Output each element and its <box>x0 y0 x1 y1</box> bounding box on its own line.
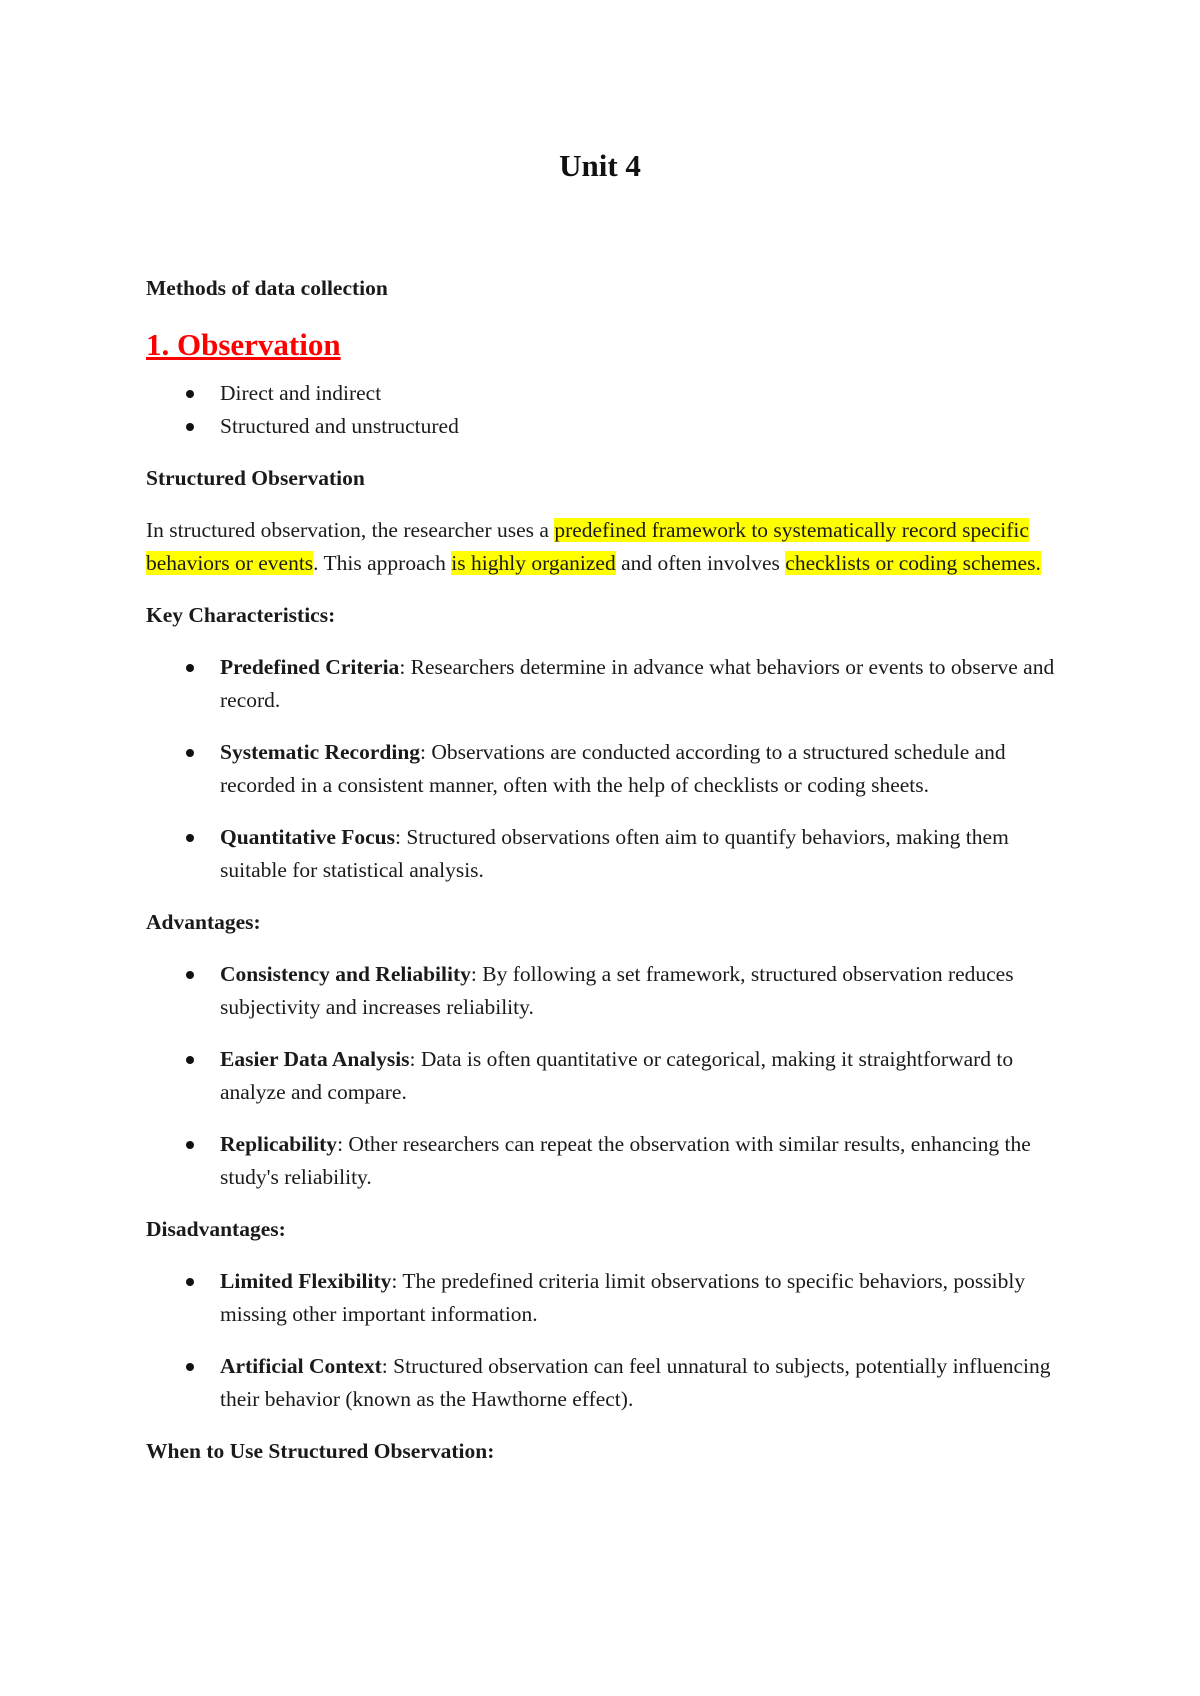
list-item <box>146 1043 1066 1109</box>
document-body <box>146 272 1066 1468</box>
definition: : Other researchers can repeat the observation with similar results, enhancing the study's reliability. <box>220 1132 1031 1189</box>
advantages-heading: Advantages: <box>146 910 261 934</box>
definition: : Structured observation can feel unnatural to subjects, potentially influencing their behavior (known as the Hawthorne effect). <box>220 1354 1051 1411</box>
paragraph-text: In structured observation, the researcher uses a <box>146 518 555 542</box>
list-item: Structured and unstructured <box>146 410 1066 443</box>
list-item: Direct and indirect <box>146 377 1066 410</box>
term: Easier Data Analysis <box>220 1047 410 1071</box>
list-item <box>146 821 1066 887</box>
list-item <box>146 1128 1066 1194</box>
definition: : Data is often quantitative or categorical, making it straightforward to analyze and compare. <box>220 1047 1014 1104</box>
structured-observation-paragraph <box>146 514 1066 580</box>
list-item <box>146 1350 1066 1416</box>
disadvantages-heading: Disadvantages: <box>146 1217 286 1241</box>
highlighted-text: predefined framework to systematically record specific behaviors or events <box>146 518 1029 575</box>
term: Quantitative Focus <box>220 825 395 849</box>
term: Replicability <box>220 1132 338 1156</box>
list-item <box>146 1265 1066 1331</box>
paragraph-text: and often involves <box>615 551 786 575</box>
when-to-use-heading: When to Use Structured Observation: <box>146 1439 495 1463</box>
key-characteristics-heading: Key Characteristics: <box>146 603 336 627</box>
subtitle: Methods of data collection <box>146 276 388 300</box>
term: Systematic Recording <box>220 740 421 764</box>
key-characteristics-list <box>146 651 1066 887</box>
list-item <box>146 651 1066 717</box>
definition: : Observations are conducted according to a structured schedule and recorded in a consistent manner, often with the help of checklists or coding sheets. <box>220 740 1006 797</box>
observation-types-list <box>146 377 1066 443</box>
definition: : By following a set framework, structured observation reduces subjectivity and increases reliability. <box>220 962 1014 1019</box>
list-item <box>146 736 1066 802</box>
term: Predefined Criteria <box>220 655 400 679</box>
term: Artificial Context <box>220 1354 382 1378</box>
section-heading-observation: 1. Observation <box>146 327 341 362</box>
term: Limited Flexibility <box>220 1269 392 1293</box>
disadvantages-list <box>146 1265 1066 1416</box>
term: Consistency and Reliability <box>220 962 471 986</box>
highlighted-text: checklists or coding schemes. <box>785 551 1041 575</box>
definition: : The predefined criteria limit observations to specific behaviors, possibly missing other important information. <box>220 1269 1026 1326</box>
paragraph-text: . This approach <box>313 551 452 575</box>
highlighted-text: is highly organized <box>451 551 616 575</box>
advantages-list <box>146 958 1066 1194</box>
document-title: Unit 4 <box>559 148 641 183</box>
structured-observation-heading: Structured Observation <box>146 466 365 490</box>
definition: : Researchers determine in advance what behaviors or events to observe and record. <box>220 655 1055 712</box>
list-item <box>146 958 1066 1024</box>
definition: : Structured observations often aim to quantify behaviors, making them suitable for statistical analysis. <box>220 825 1009 882</box>
